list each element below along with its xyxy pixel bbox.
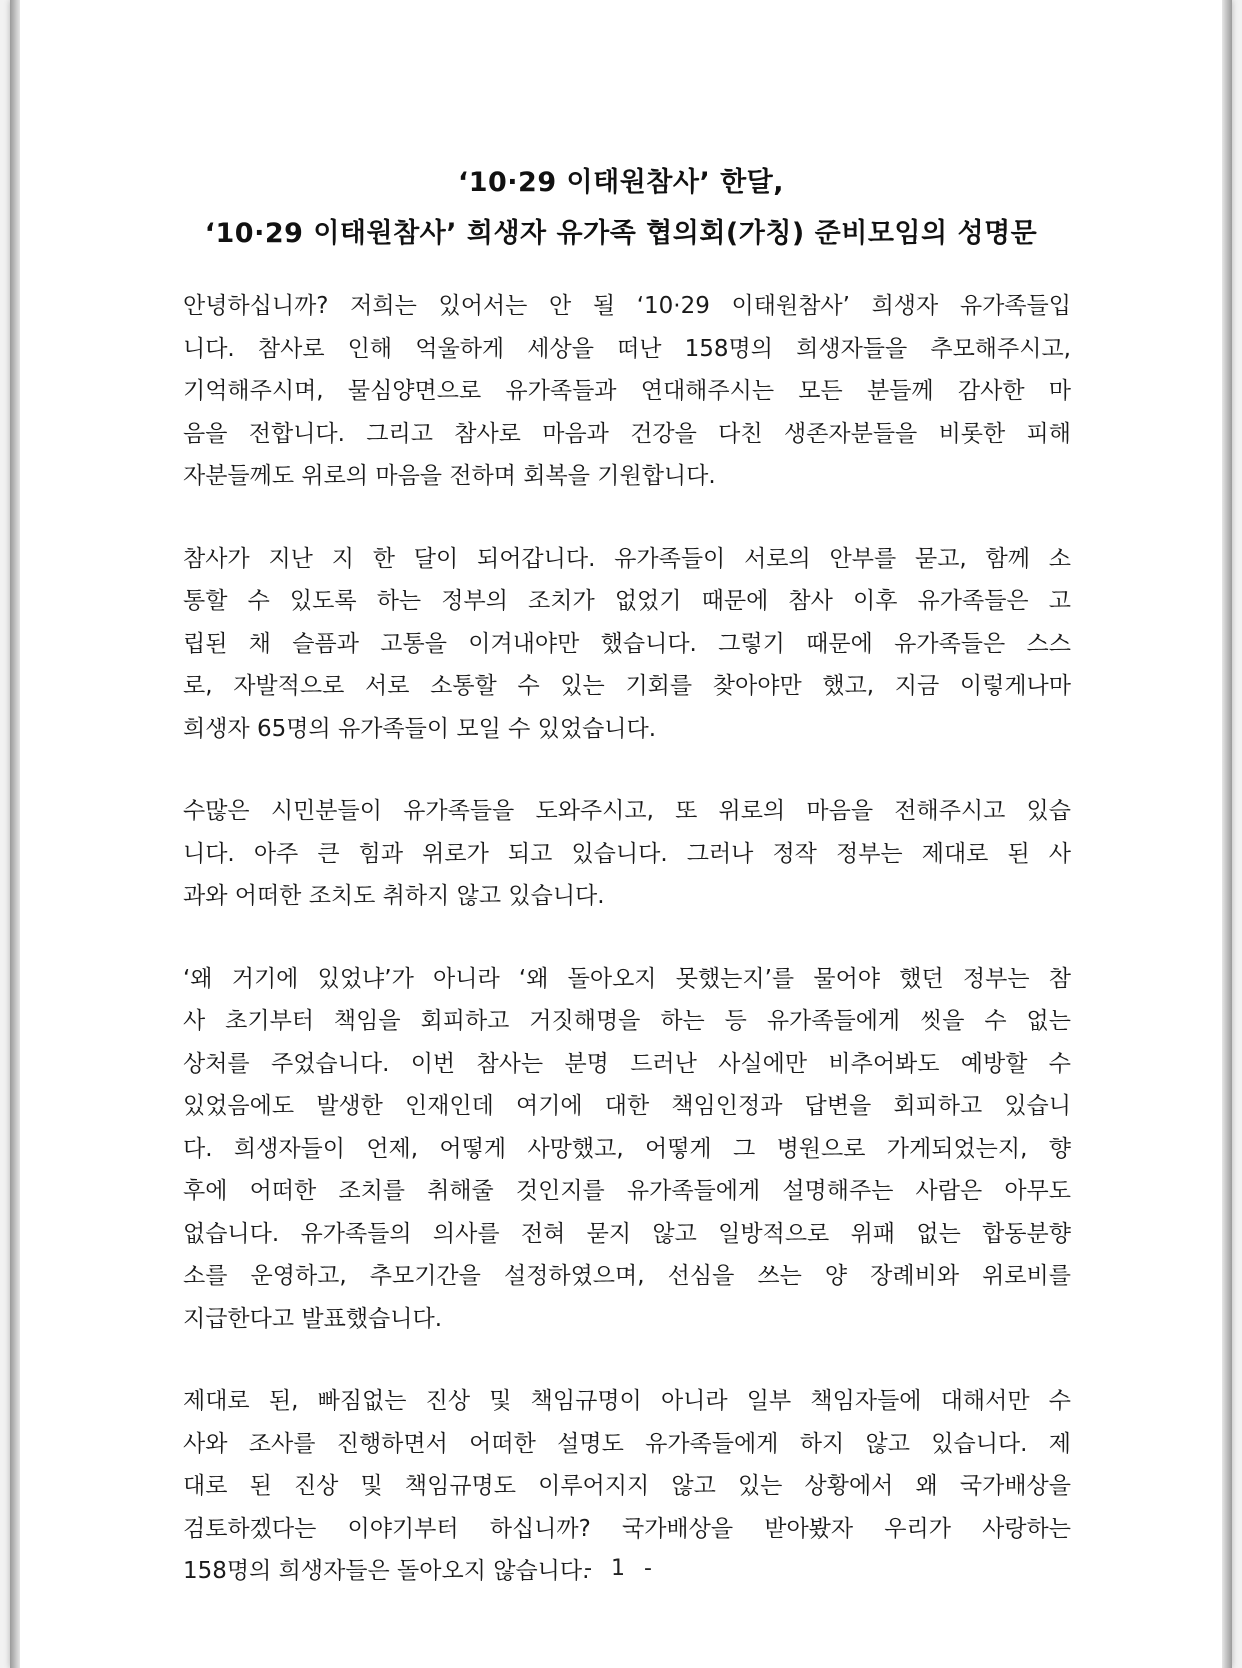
text-line: 안녕하십니까? 저희는 있어서는 안 될 ‘10·29 이태원참사’ 희생자 유가족들입 (183, 293, 1071, 319)
text-line: 자분들께도 위로의 마음을 전하며 회복을 기원합니다. (183, 463, 716, 489)
text-line: 158명의 희생자들은 돌아오지 않습니다. (183, 1558, 590, 1584)
paragraph-2 (183, 538, 1071, 751)
document-title-line-1: ‘10·29 이태원참사’ 한달, (457, 167, 785, 198)
text-line: 로, 자발적으로 서로 소통할 수 있는 기회를 찾아야만 했고, 지금 이렇게나마 (183, 673, 1071, 699)
page-edge-left (10, 0, 20, 1668)
document-body (183, 285, 1071, 1633)
document-title-line-2: ‘10·29 이태원참사’ 희생자 유가족 협의회(가칭) 준비모임의 성명문 (204, 218, 1038, 249)
text-line: 소를 운영하고, 추모기간을 설정하였으며, 선심을 쓰는 양 장례비와 위로비를 (183, 1263, 1071, 1289)
text-line: 통할 수 있도록 하는 정부의 조치가 없었기 때문에 참사 이후 유가족들은 고 (183, 588, 1071, 614)
paragraph-3 (183, 790, 1071, 918)
text-line: 지급한다고 발표했습니다. (183, 1305, 443, 1332)
text-line: 대로 된 진상 및 책임규명도 이루어지지 않고 있는 상황에서 왜 국가배상을 (183, 1473, 1071, 1499)
text-line: 없습니다. 유가족들의 의사를 전혀 묻지 않고 일방적으로 위패 없는 합동분향 (183, 1220, 1071, 1247)
text-line: 사 초기부터 책임을 회피하고 거짓해명을 하는 등 유가족들에게 씻을 수 없는 (183, 1008, 1071, 1034)
text-line: 제대로 된, 빠짐없는 진상 및 책임규명이 아니라 일부 책임자들에 대해서만 수 (183, 1388, 1071, 1414)
text-line: 립된 채 슬픔과 고통을 이겨내야만 했습니다. 그렇기 때문에 유가족들은 스스 (183, 630, 1071, 657)
page-edge-right (1222, 0, 1232, 1668)
text-line: 검토하겠다는 이야기부터 하십니까? 국가배상을 받아봤자 우리가 사랑하는 (183, 1515, 1071, 1542)
text-line: 후에 어떠한 조치를 취해줄 것인지를 유가족들에게 설명해주는 사람은 아무도 (183, 1178, 1071, 1204)
text-line: 음을 전합니다. 그리고 참사로 마음과 건강을 다친 생존자분들을 비롯한 피해 (183, 420, 1071, 447)
text-line: 있었음에도 발생한 인재인데 여기에 대한 책임인정과 답변을 회피하고 있습니 (183, 1093, 1071, 1119)
text-line: 사와 조사를 진행하면서 어떠한 설명도 유가족들에게 하지 않고 있습니다. 제 (183, 1430, 1071, 1457)
text-line: 니다. 아주 큰 힘과 위로가 되고 있습니다. 그러나 정작 정부는 제대로 된 사 (183, 840, 1071, 867)
paragraph-4 (183, 958, 1071, 1341)
text-line: 다. 희생자들이 언제, 어떻게 사망했고, 어떻게 그 병원으로 가게되었는지, 향 (183, 1135, 1071, 1162)
text-line: 수많은 시민분들이 유가족들을 도와주시고, 또 위로의 마음을 전해주시고 있습 (183, 798, 1071, 824)
text-line: 니다. 참사로 인해 억울하게 세상을 떠난 158명의 희생자들을 추모해주시고, (183, 335, 1071, 362)
text-line: 과와 어떠한 조치도 취하지 않고 있습니다. (183, 883, 605, 909)
paragraph-1 (183, 285, 1071, 498)
text-line: 희생자 65명의 유가족들이 모일 수 있었습니다. (183, 715, 657, 742)
text-line: 상처를 주었습니다. 이번 참사는 분명 드러난 사실에만 비추어봐도 예방할 수 (183, 1050, 1071, 1077)
text-line: ‘왜 거기에 있었냐’가 아니라 ‘왜 돌아오지 못했는지’를 물어야 했던 정부는 참 (183, 965, 1071, 992)
document-page (10, 0, 1232, 1668)
text-line: 참사가 지난 지 한 달이 되어갑니다. 유가족들이 서로의 안부를 묻고, 함께 소 (183, 545, 1071, 572)
text-line: 기억해주시며, 물심양면으로 유가족들과 연대해주시는 모든 분들께 감사한 마 (183, 378, 1071, 404)
page-number: - 1 - (584, 1556, 658, 1581)
